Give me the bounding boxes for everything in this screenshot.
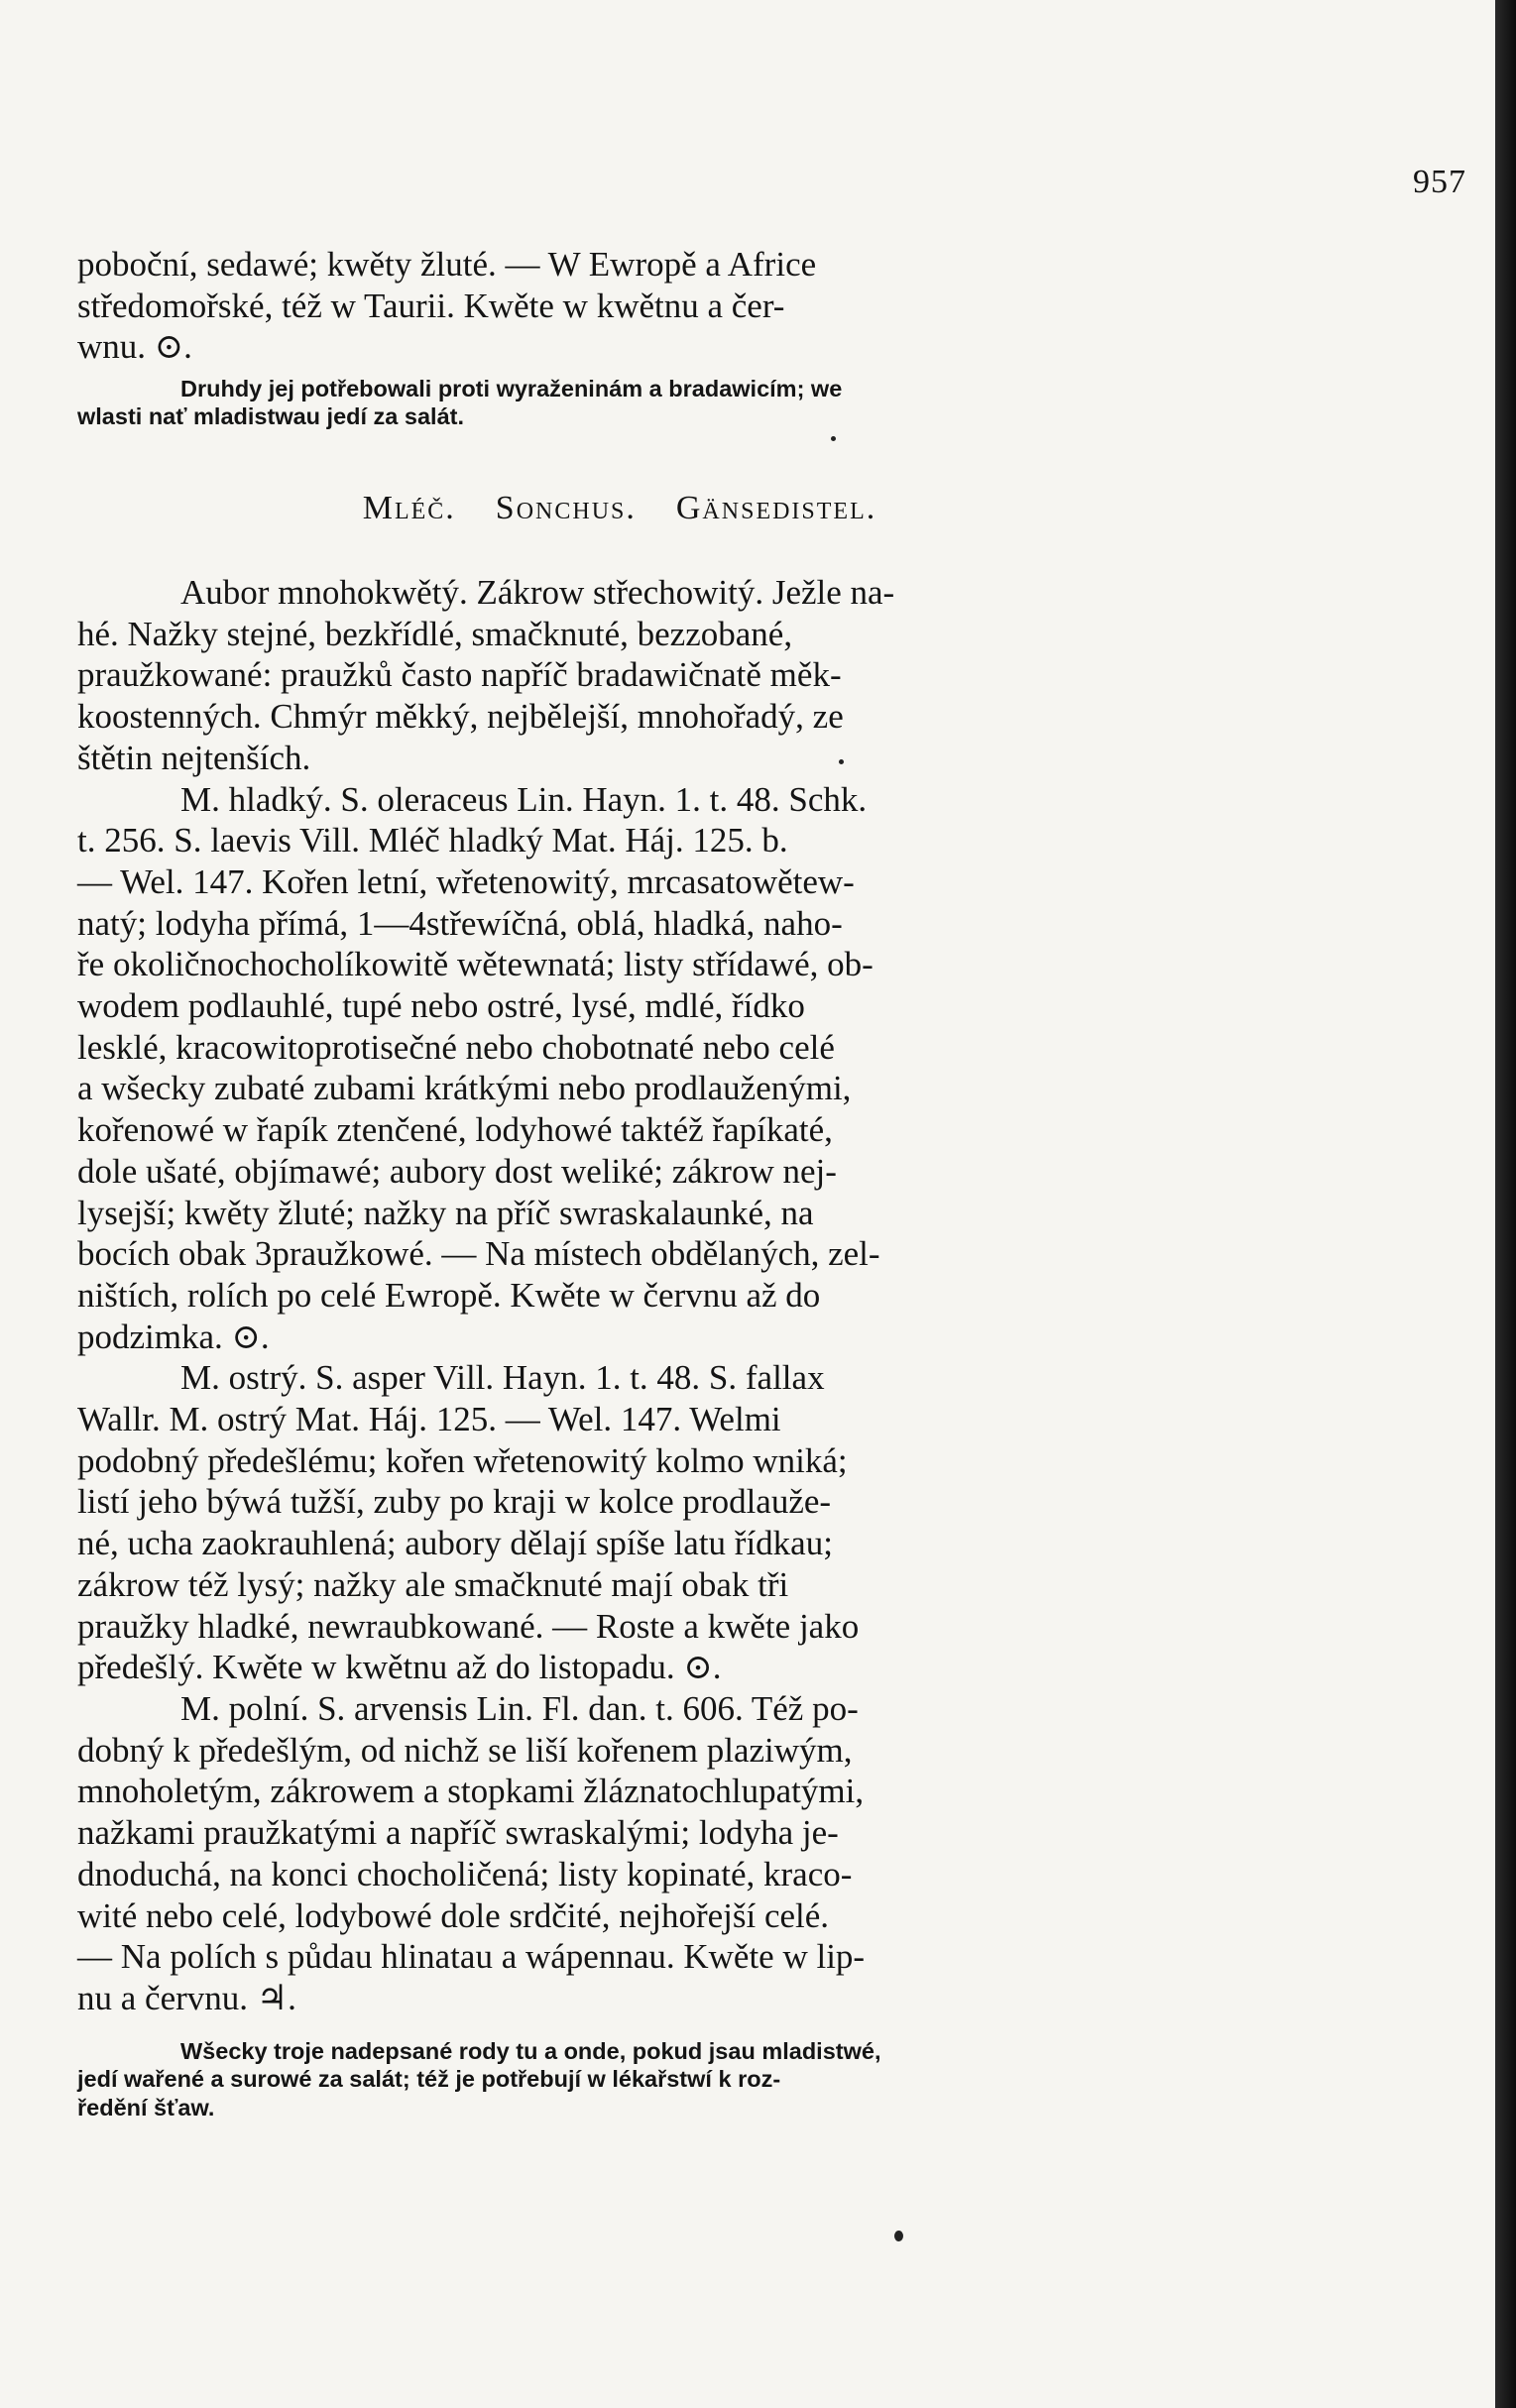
text-line: M. polní. S. arvensis Lin. Fl. dan. t. 606. Též po-: [180, 1688, 859, 1728]
genus-name-german: Gänsedistel.: [675, 490, 877, 526]
note-line: wlasti nať mladistwau jedí za salát.: [77, 403, 464, 430]
page-edge-shadow: [1495, 0, 1516, 2408]
text-line: M. ostrý. S. asper Vill. Hayn. 1. t. 48. S. fallax: [180, 1358, 825, 1398]
note-line: ředění šťaw.: [77, 2094, 215, 2121]
text-line: praužky hladké, newraubkowané. — Roste a kwěte jako: [77, 1606, 860, 1646]
text-line: nu a červnu. ♃.: [77, 1978, 296, 2017]
text-line: dobný k předešlým, od nichž se liší kořenem plaziwým,: [77, 1730, 853, 1770]
ink-speck: [839, 759, 844, 764]
text-line: Aubor mnohokwětý. Zákrow střechowitý. Ježle na-: [180, 573, 895, 612]
text-line: podzimka. ⊙.: [77, 1317, 270, 1356]
text-line: předešlý. Kwěte w kwětnu až do listopadu. ⊙.: [77, 1648, 722, 1687]
text-line: wnu. ⊙.: [77, 327, 192, 367]
usage-note: [77, 375, 1162, 431]
text-line: zákrow též lysý; nažky ale smačknuté mají obak tři: [77, 1564, 789, 1604]
text-line: t. 256. S. laevis Vill. Mléč hladký Mat. Háj. 125. b.: [77, 821, 788, 860]
text-line: dole ušaté, objímawé; aubory dost weliké; zákrow nej-: [77, 1151, 837, 1191]
text-line: hé. Nažky stejné, bezkřídlé, smačknuté, bezzobané,: [77, 614, 793, 653]
page-number: 957: [1413, 164, 1466, 200]
text-line: kořenowé w řapík ztenčené, lodyhowé taktéž řapíkaté,: [77, 1110, 833, 1150]
text-line: lysejší; kwěty žluté; nažky na příč swraskalaunké, na: [77, 1193, 814, 1232]
text-line: natý; lodyha přímá, 1—4střewíčná, oblá, hladká, naho-: [77, 903, 843, 943]
text-line: ře okoličnochocholíkowitě wětewnatá; listy střídawé, ob-: [77, 945, 874, 984]
text-line: — Wel. 147. Kořen letní, wřetenowitý, mrcasatowětew-: [77, 861, 855, 901]
text-line: wodem podlauhlé, tupé nebo ostré, lysé, mdlé, řídko: [77, 986, 805, 1026]
genus-name-czech: Mléč.: [362, 490, 456, 526]
genus-heading: [77, 490, 1162, 527]
genus-name-latin: Sonchus.: [495, 490, 637, 526]
genus-description: [77, 572, 1162, 2019]
text-line: poboční, sedawé; kwěty žluté. — W Ewropě a Africe: [77, 245, 817, 284]
text-line: nažkami praužkatými a napříč swraskalými; lodyha je-: [77, 1813, 839, 1853]
previous-entry-text: [77, 244, 1162, 368]
text-line: — Na polích s půdau hlinatau a wápennau. Kwěte w lip-: [77, 1937, 866, 1977]
text-line: wité nebo celé, lodybowé dole srdčité, nejhořejší celé.: [77, 1895, 830, 1935]
note-line: Wšecky troje nadepsané rody tu a onde, pokud jsau mladistwé,: [180, 2038, 881, 2064]
note-line: Druhdy jej potřebowali proti wyraženinám a bradawicím; we: [180, 376, 843, 401]
text-line: koostenných. Chmýr měkký, nejbělejší, mnohořadý, ze: [77, 697, 844, 737]
ink-speck: [831, 436, 836, 441]
text-line: středomořské, též w Taurii. Kwěte w kwětnu a čer-: [77, 286, 785, 325]
text-line: ništích, rolích po celé Ewropě. Kwěte w červnu až do: [77, 1275, 821, 1315]
text-line: a wšecky zubaté zubami krátkými nebo prodlauženými,: [77, 1069, 852, 1108]
text-line: bocích obak 3praužkowé. — Na místech obdělaných, zel-: [77, 1234, 880, 1274]
text-line: M. hladký. S. oleraceus Lin. Hayn. 1. t. 48. Schk.: [180, 779, 868, 819]
text-line: né, ucha zaokrauhlená; aubory dělají spíše latu řídkau;: [77, 1524, 833, 1563]
text-line: podobný předešlému; kořen wřetenowitý kolmo wniká;: [77, 1440, 848, 1480]
closing-note: [77, 2037, 1162, 2121]
text-line: mnoholetým, zákrowem a stopkami žláznatochlupatými,: [77, 1772, 865, 1811]
text-line: štětin nejtenších.: [77, 738, 311, 777]
text-line: listí jeho býwá tužší, zuby po kraji w kolce prodlauže-: [77, 1482, 832, 1522]
ink-speck: [894, 2231, 903, 2241]
text-line: Wallr. M. ostrý Mat. Háj. 125. — Wel. 147. Welmi: [77, 1400, 781, 1439]
note-line: jedí wařené a surowé za salát; též je potřebují w lékařstwí k roz-: [77, 2066, 781, 2093]
text-line: praužkowané: praužků často napříč bradawičnatě měk-: [77, 655, 842, 695]
text-line: lesklé, kracowitoprotisečné nebo chobotnaté nebo celé: [77, 1027, 835, 1067]
text-line: dnoduchá, na konci chocholičená; listy kopinaté, kraco-: [77, 1854, 853, 1893]
